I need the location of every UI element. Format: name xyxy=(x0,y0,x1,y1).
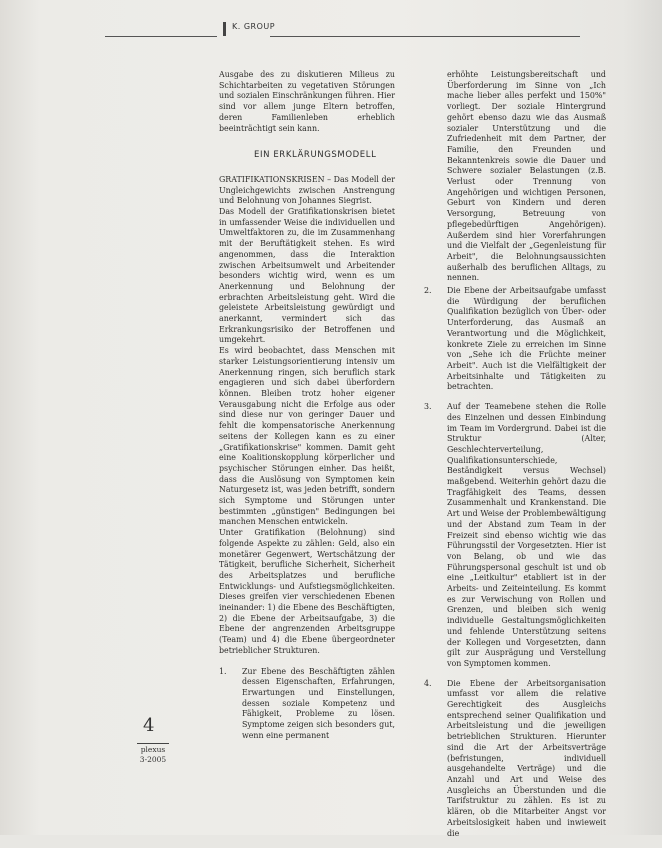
issue-number: 3-2005 xyxy=(139,754,167,764)
journal-issue xyxy=(135,745,171,764)
list-text: Die Ebene der Arbeitsorganisation umfasst vor allem die relative Gerechtigkeit des Ausgleichs entsprechend seiner Qualifikation und Arbeitsleistung und die jeweiligen betrieblichen Strukturen. Hierunter sind die Art der Arbeitsverträge (befristungen, individuell ausgehandelte Verträge) und die Anzahl und Art und Weise des Ausgleichs an Überstunden und die Tarifstruktur zu zählen. Es ist zu klären, ob die Mitarbeiter Angst vor Arbeitslosigkeit haben und inwieweit die xyxy=(447,678,606,838)
list-number: 4. xyxy=(424,678,432,688)
model-paragraph xyxy=(219,175,395,207)
list-number: 3. xyxy=(424,402,432,412)
list-item xyxy=(424,402,606,670)
list-number: 2. xyxy=(424,286,432,296)
folio-rule xyxy=(137,743,169,744)
body-paragraph-1: Das Modell der Gratifikationskrisen bietet in umfassender Weise die individuellen und Umweltfaktoren zu, die im Zusammenhang mit der Beruftätigkeit stehen. Es wird angenommen, dass die Interaktion zwischen Arbeitsumwelt und Arbeitender besonders wichtig wird, wenn es um Anerkennung und Belohnung der erbrachten Arbeitsleistung geht. Wird die geleistete Arbeitsleistung gewürdigt und anerkannt, vermindert sich das Erkrankungsrisiko der Betroffenen und umgekehrt. xyxy=(219,207,395,345)
levels-list xyxy=(219,667,395,742)
page-edge-shadow xyxy=(622,0,662,835)
list-text: Zur Ebene des Beschäftigten zählen dessen Eigenschaften, Erfahrungen, Erwartungen und Einstellungen, dessen soziale Kompetenz und Fähigkeit, Probleme zu lösen. Symptome zeigen sich besonders gut, wenn eine permanent xyxy=(242,666,395,740)
model-text: – Das Modell der Ungleichgewichts zwischen Anstrengung und Belohnung von Johannes Siegrist. xyxy=(219,174,395,206)
list-text: erhöhte Leistungsbereitschaft und Überforderung im Sinne von „Ich mache lieber alles perfekt und 150%" vorliegt. Der soziale Hintergrund gehört ebenso dazu wie das Ausmaß sozialer Unterstützung und die Zufriedenheit mit dem Partner, der Familie, den Freunden und Bekanntenkreis sowie die Dauer und Schwere sozialer Belastungen (z.B. Verlust oder Trennung von Angehörigen und wichtigen Personen, Geburt von Kindern und deren Versorgung, Betreuung von pflegebedürftigen Angehörigen). Außerdem sind hier Vorerfahrungen und die Vielfalt der „Gegenleistung für Arbeit", die Belohnungsaussichten außerhalb des beruflichen Alltags, zu nennen. xyxy=(447,70,606,283)
list-text: Die Ebene der Arbeitsaufgabe umfasst die Würdigung der beruflichen Qualifikation bezüglich von Über- oder Unterforderung, das Ausmaß an Verantwortung und die Möglichkeit, konkrete Ziele zu erreichen im Sinne von „Sehe ich die Früchte meiner Arbeit". Auch ist die Vielfältigkeit der Arbeitsinhalte und Tätigkeiten zu betrachten. xyxy=(447,286,606,392)
list-item xyxy=(424,286,606,393)
list-item xyxy=(424,679,606,840)
list-number: 1. xyxy=(219,666,227,676)
intro-paragraph: Ausgabe des zu diskutieren Milieus zu Schichtarbeiten zu vegetativen Störungen und sozialen Einschränkungen führen. Hier sind vor allem junge Eltern betroffen, deren Familienleben erheblich beeinträchtigt sein kann. xyxy=(219,70,395,133)
running-head: K. GROUP xyxy=(232,22,276,31)
body-paragraph-2: Es wird beobachtet, dass Menschen mit starker Leistungsorientierung intensiv um Anerkennung ringen, sich beruflich stark engagieren und sich dabei überfordern können. Bleiben trotz hoher eigener Verausgabung nicht die Erfolge aus oder sind diese nur von geringer Dauer und fehlt die kompensatorische Anerkennung seitens der Kollegen kann es zu einer „Gratifikationskrise" kommen. Damit geht eine Koalitionskopplung körperlicher und psychischer Störungen einher. Das heißt, dass die Auslösung von Symptomen kein Naturgesetz ist, was jeden betrifft, sondern sich Symptome und Störungen unter bestimmten „günstigen" Bedingungen bei manchen Menschen entwickeln. xyxy=(219,346,395,527)
list-item xyxy=(219,667,395,742)
journal-name: plexus xyxy=(140,745,166,754)
list-text: Auf der Teamebene stehen die Rolle des Einzelnen und dessen Einbindung im Team im Vordergrund. Dabei ist die Struktur (Alter, Geschlechterverteilung, Qualifikationsunterschiede, Beständigkeit versus Wechsel) maßgebend. Weiterhin gehört dazu die Tragfähigkeit des Teams, dessen Zusammenhalt und Krankenstand. Die Art und Weise der Problembewältigung und der Abstand zum Team in der Freizeit sind ebenso wichtig wie das Führungsstil der Vorgesetzten. Hier ist von Belang, ob und wie das Führungspersonal geschult ist und ob eine „Leitkultur" etabliert ist in der Arbeits- und Zeiteinteilung. Es kommt es zur Verwischung von Rollen und Grenzen, und bleiben sich wenig individuelle Gestaltungsmöglichkeiten und fehlende Unterstützung seitens der Kollegen und Vorgesetzten, dann gilt zur Ausprägung und Verstellung von Symptomen kommen. xyxy=(447,402,606,668)
right-column xyxy=(424,70,606,848)
body-paragraph-3: Unter Gratifikation (Belohnung) sind folgende Aspekte zu zählen: Geld, also ein monetärer Gegenwert, Wertschätzung der Tätigkeit, berufliche Sicherheit, Sicherheit des Arbeitsplatzes und berufliche Entwicklungs- und Aufstiegsmöglichkeiten. Dieses greifen vier verschiedenen Ebenen ineinander: 1) die Ebene des Beschäftigten, 2) die Ebene der Arbeitsaufgabe, 3) die Ebene der angrenzenden Arbeitsgruppe (Team) und 4) die Ebene übergeordneter betrieblicher Strukturen. xyxy=(219,528,395,655)
section-heading: EIN ERKLÄRUNGSMODELL xyxy=(254,150,377,161)
levels-list-continued xyxy=(424,70,606,839)
header-rule-right xyxy=(270,36,580,37)
header-rule-left xyxy=(105,36,217,37)
header-marker xyxy=(223,22,226,36)
list-item xyxy=(424,70,606,284)
page-number: 4 xyxy=(143,715,155,736)
model-lead: GRATIFIKATIONSKRISEN xyxy=(219,174,325,184)
left-column xyxy=(219,70,395,750)
